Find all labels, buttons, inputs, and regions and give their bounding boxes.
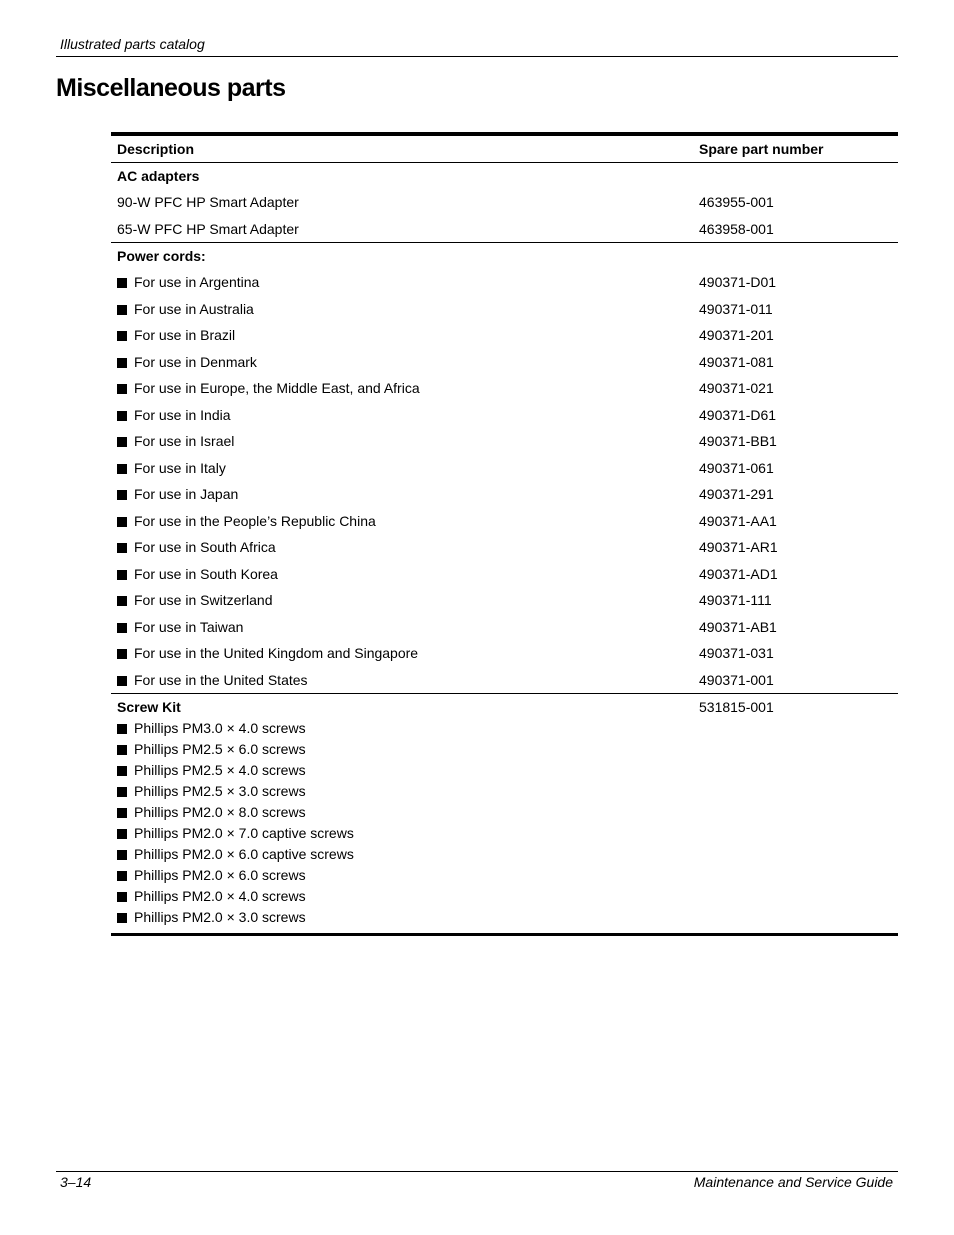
screw-item-text: Phillips PM2.0 × 3.0 screws [134,909,306,925]
table-row [111,296,898,323]
description-text: For use in Australia [134,300,254,317]
bullet-icon [117,570,127,580]
description-text: For use in Switzerland [134,592,273,609]
screw-item-text: Phillips PM2.0 × 6.0 screws [134,867,306,883]
bullet-icon [117,411,127,421]
section-heading-power-cords: Power cords: [111,243,693,270]
spare-part-number: 490371-BB1 [699,433,777,450]
table-row [111,322,898,349]
spare-part-number: 490371-011 [699,300,773,317]
header-rule [56,56,898,57]
bullet-icon [117,305,127,315]
list-item [117,823,687,844]
spare-part-number: 490371-021 [699,380,774,397]
bullet-icon [117,331,127,341]
part-description: 90-W PFC HP Smart Adapter [117,194,299,211]
description-text: For use in Israel [134,433,235,450]
description-text: For use in Denmark [134,353,257,370]
spare-part-number: 490371-AA1 [699,512,777,529]
spare-part-number: 531815-001 [693,694,898,935]
spare-part-number: 490371-D01 [699,274,777,291]
list-item [117,739,687,760]
description-text: For use in Taiwan [134,618,244,635]
bullet-icon [117,724,127,734]
bullet-icon [117,437,127,447]
table-row [111,508,898,535]
bullet-icon [117,850,127,860]
screw-item-text: Phillips PM2.0 × 7.0 captive screws [134,825,354,841]
screw-item-text: Phillips PM2.0 × 6.0 captive screws [134,846,354,862]
screw-item-text: Phillips PM3.0 × 4.0 screws [134,720,306,736]
part-description [111,428,693,455]
part-description [111,508,693,535]
part-description [111,322,693,349]
column-header-spare-part-number: Spare part number [693,134,898,163]
part-description [111,614,693,641]
bullet-icon [117,384,127,394]
screw-item-text: Phillips PM2.0 × 8.0 screws [134,804,306,820]
screw-kit-description [111,694,693,935]
bullet-icon [117,490,127,500]
table-row [111,481,898,508]
spare-part-number: 490371-AR1 [699,539,778,556]
description-text: For use in India [134,406,231,423]
description-text: For use in the People’s Republic China [134,512,376,529]
spare-part-number: 490371-111 [699,592,772,609]
page-title: Miscellaneous parts [56,74,286,102]
spare-part-number: 490371-081 [699,353,774,370]
part-description [111,375,693,402]
footer-rule [56,1171,898,1172]
bullet-icon [117,676,127,686]
part-description [111,534,693,561]
list-item [117,907,687,928]
table-row [111,428,898,455]
spare-part-number: 490371-291 [699,486,774,503]
description-text: For use in South Korea [134,565,278,582]
bullet-icon [117,808,127,818]
table-row [111,534,898,561]
list-item [117,844,687,865]
table-row [111,269,898,296]
part-description [111,402,693,429]
table-row [111,455,898,482]
table-row [111,189,898,216]
section-heading-row [111,163,898,190]
guide-title: Maintenance and Service Guide [693,1174,893,1190]
bullet-icon [117,829,127,839]
list-item [117,718,687,739]
screw-item-text: Phillips PM2.5 × 3.0 screws [134,783,306,799]
table-row [111,349,898,376]
description-text: For use in South Africa [134,539,276,556]
screw-item-text: Phillips PM2.5 × 4.0 screws [134,762,306,778]
bullet-icon [117,745,127,755]
bullet-icon [117,464,127,474]
spare-part-number: 463958-001 [699,220,774,237]
screw-kit-row [111,694,898,935]
part-description [111,481,693,508]
section-heading-ac-adapters: AC adapters [117,168,200,184]
table-row [111,587,898,614]
spare-part-number: 490371-201 [699,327,774,344]
table-row [111,667,898,694]
table-row [111,561,898,588]
part-description [111,587,693,614]
bullet-icon [117,358,127,368]
description-text: For use in Japan [134,486,239,503]
description-text: For use in Argentina [134,274,260,291]
section-heading-screw-kit: Screw Kit [117,699,181,715]
table-row [111,640,898,667]
column-header-description: Description [111,134,693,163]
spare-part-number: 490371-AB1 [699,618,777,635]
screw-item-text: Phillips PM2.5 × 6.0 screws [134,741,306,757]
bullet-icon [117,623,127,633]
part-description [111,455,693,482]
list-item [117,865,687,886]
spare-part-number: 463955-001 [699,194,774,211]
list-item [117,886,687,907]
page-number: 3–14 [60,1174,92,1190]
description-text: For use in Brazil [134,327,236,344]
bullet-icon [117,787,127,797]
part-description [111,296,693,323]
bullet-icon [117,913,127,923]
bullet-icon [117,517,127,527]
running-head: Illustrated parts catalog [60,36,205,52]
table-row [111,216,898,243]
list-item [117,802,687,823]
bullet-icon [117,766,127,776]
description-text: For use in Europe, the Middle East, and Africa [134,380,420,397]
parts-table [111,132,898,936]
list-item [117,781,687,802]
bullet-icon [117,892,127,902]
bullet-icon [117,543,127,553]
bullet-icon [117,596,127,606]
bullet-icon [117,871,127,881]
screw-item-text: Phillips PM2.0 × 4.0 screws [134,888,306,904]
description-text: For use in the United States [134,671,308,688]
part-description [111,640,693,667]
part-description [111,349,693,376]
part-description [111,667,693,694]
description-text: For use in Italy [134,459,226,476]
part-description: 65-W PFC HP Smart Adapter [117,220,299,237]
spare-part-number: 490371-AD1 [699,565,778,582]
description-text: For use in the United Kingdom and Singapore [134,645,419,662]
spare-part-number: 490371-061 [699,459,774,476]
table-header-row [111,134,898,163]
spare-part-number: 490371-031 [699,645,774,662]
list-item [117,760,687,781]
section-heading-row [111,243,898,270]
table-row [111,614,898,641]
table-row [111,375,898,402]
table-row [111,402,898,429]
bullet-icon [117,278,127,288]
part-description [111,269,693,296]
spare-part-number: 490371-001 [699,671,774,688]
bullet-icon [117,649,127,659]
spare-part-number: 490371-D61 [699,406,777,423]
part-description [111,561,693,588]
